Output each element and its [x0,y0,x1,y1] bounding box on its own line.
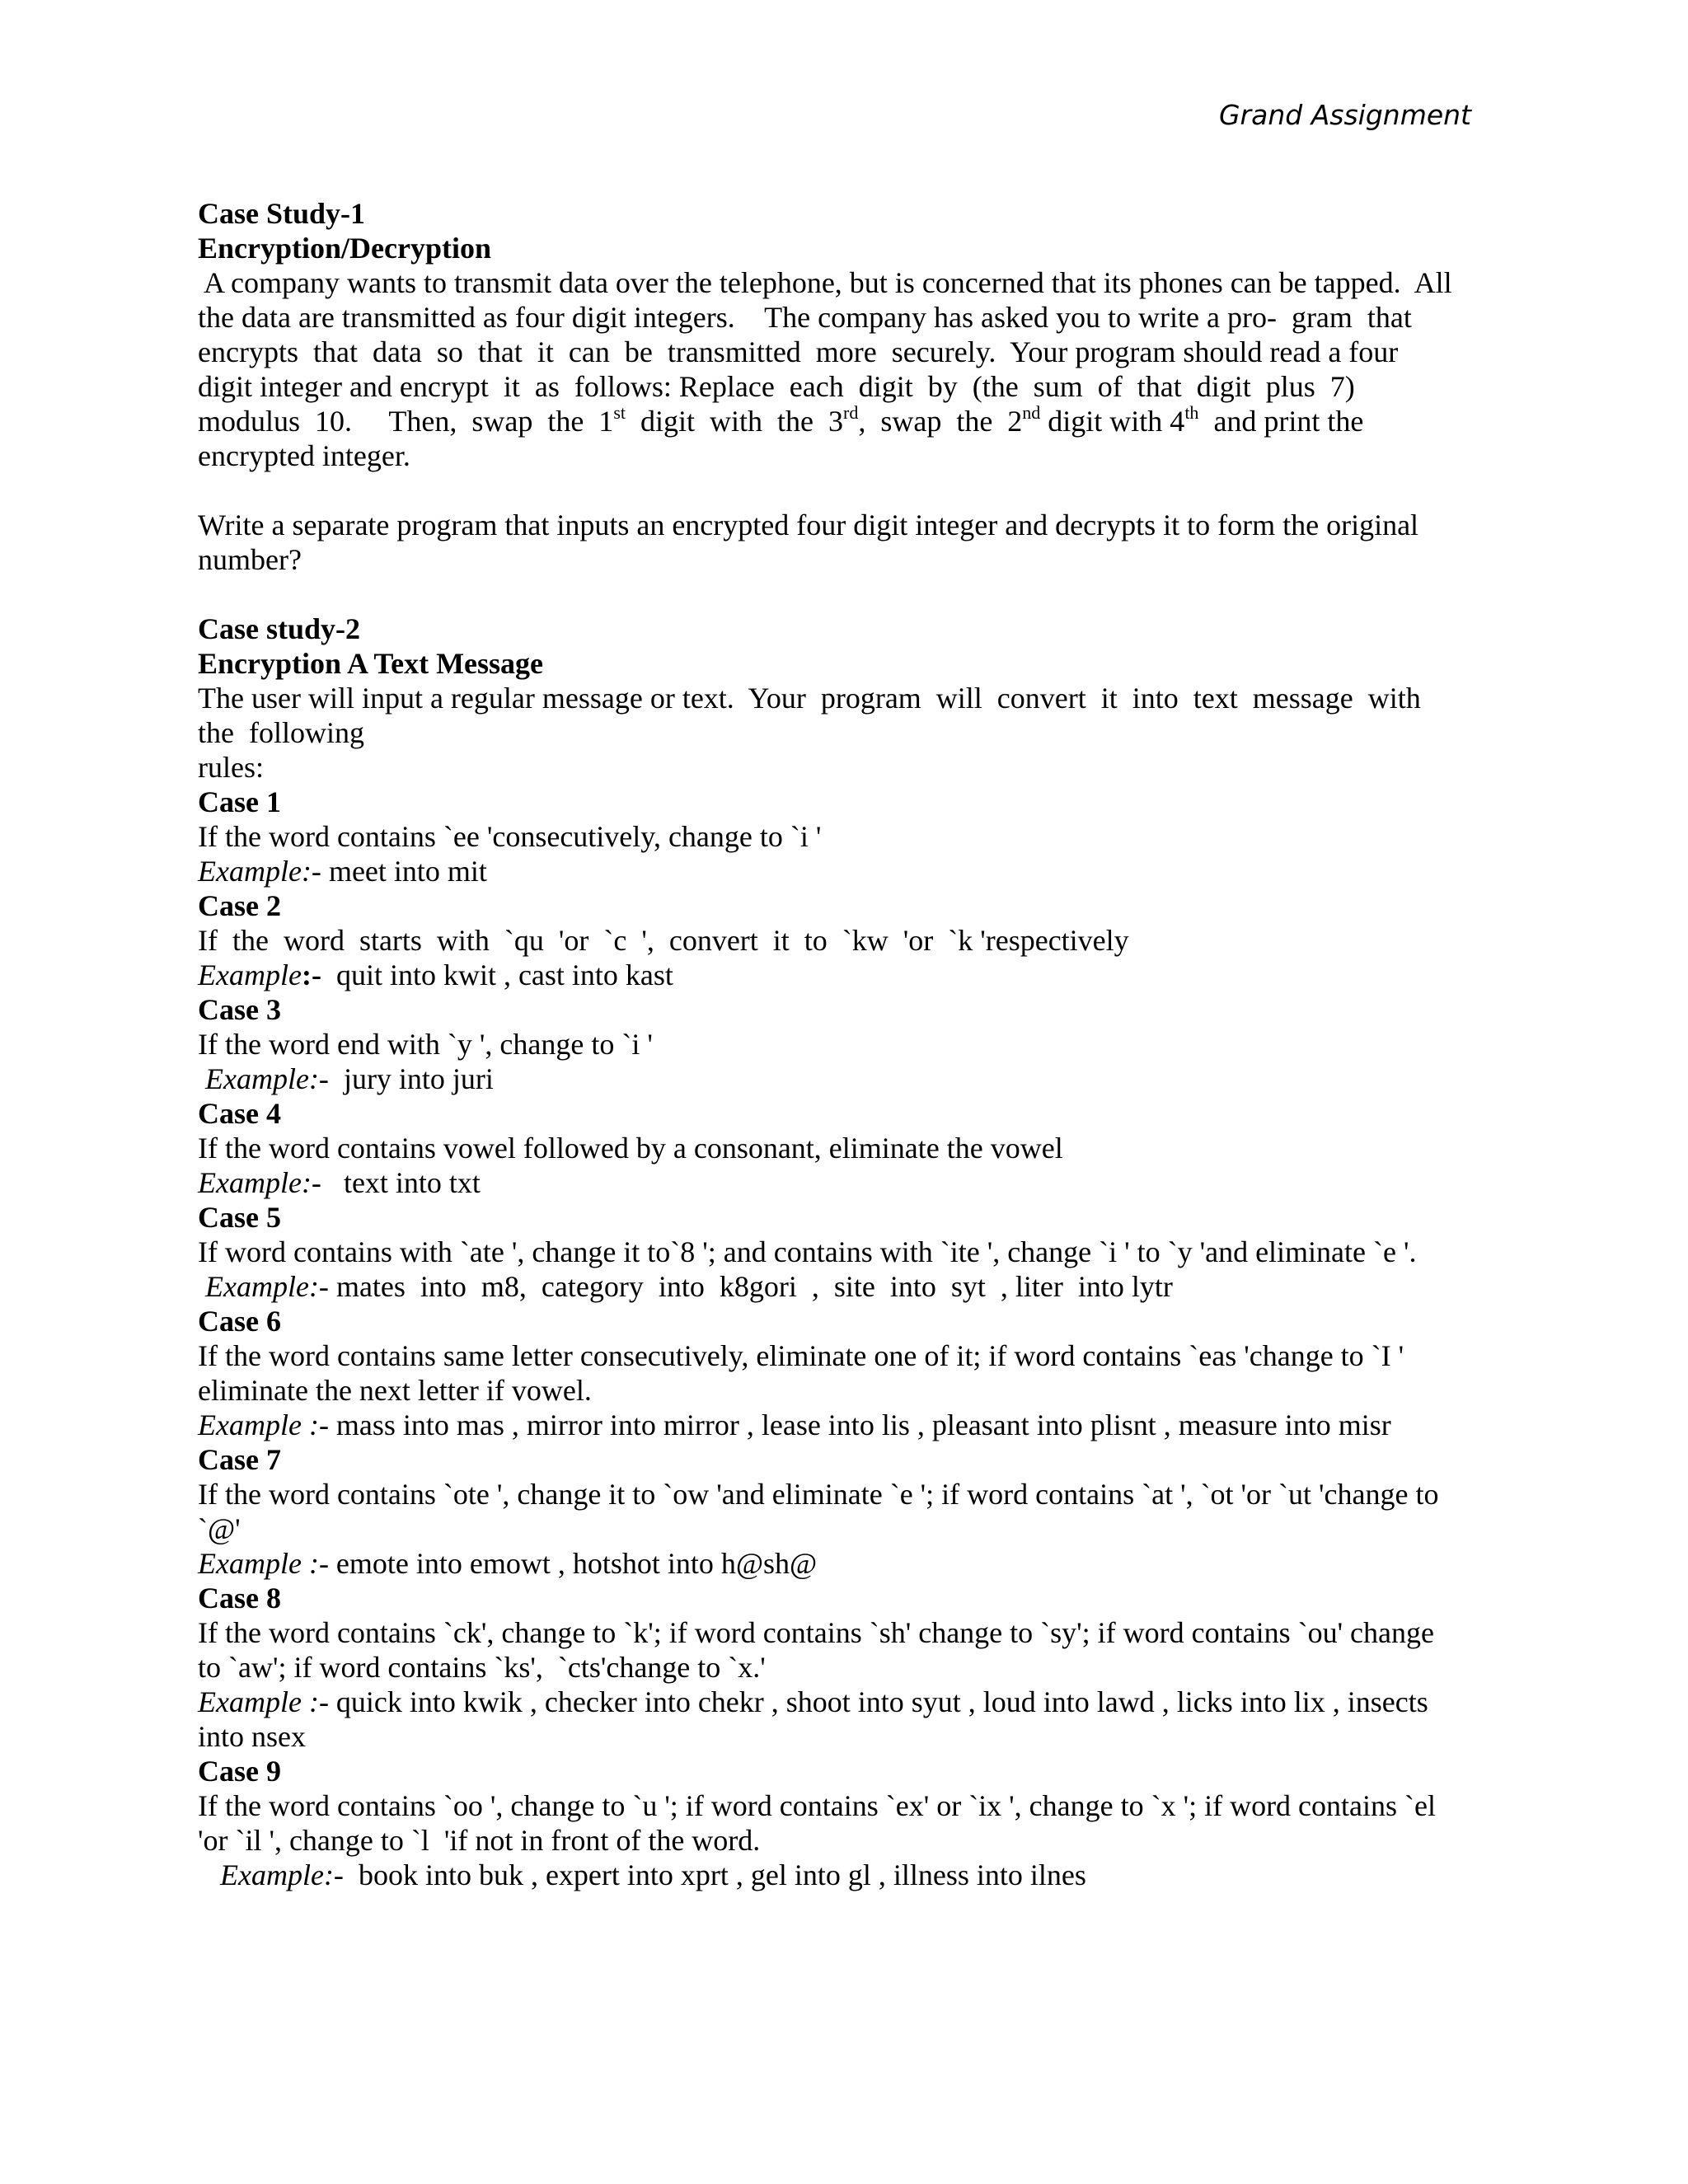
case-rule: If word contains with `ate ', change it to`8 '; and contains with `ite ', change `i ' to `y 'and eliminate `e '. [198,1235,1417,1268]
body-line: the data are transmitted as four digit integers. The company has asked you to write a pro- gram that [198,301,1412,334]
case-rule: 'or `il ', change to `l 'if not in front of the word. [198,1824,761,1857]
case-study-2-title: Case study-2 [198,612,361,645]
intro-line: rules: [198,751,264,784]
case-example: Example:- jury into juri [205,1062,494,1095]
case-example-cont: into nsex [198,1720,306,1753]
case-title: Case 2 [198,889,281,922]
case-example: Example:- book into buk , expert into xprt , gel into gl , illness into ilnes [220,1858,1086,1891]
case-example: Example:- meet into mit [198,855,487,888]
case-rule: `@' [198,1512,241,1545]
case-example: Example :- mass into mas , mirror into mirror , lease into lis , pleasant into plisnt , measure into misr [198,1408,1391,1441]
case-rule: If the word contains `ck', change to `k'; if word contains `sh' change to `sy'; if word contains `ou' change [198,1616,1434,1649]
case-title: Case 7 [198,1443,281,1476]
body-line: encrypted integer. [198,439,410,472]
case-rule: If the word starts with `qu 'or `c ', convert it to `kw 'or `k 'respectively [198,924,1129,957]
case-rule: to `aw'; if word contains `ks', `cts'change to `x.' [198,1651,766,1684]
body-line: digit integer and encrypt it as follows: Replace each digit by (the sum of that digit plus 7) [198,370,1355,403]
page-header: Grand Assignment [1218,99,1471,131]
case-title: Case 5 [198,1201,281,1234]
case-title: Case 9 [198,1755,281,1788]
swap-line: modulus 10. Then, swap the 1st digit with the 3rd, swap the 2nd digit with 4th and print the [198,402,1364,438]
case-title: Case 8 [198,1582,281,1615]
case-example: Example:- text into txt [198,1166,481,1199]
body-line: A company wants to transmit data over the telephone, but is concerned that its phones can be tapped. All [198,266,1452,299]
paragraph-gap [198,473,1484,508]
case-example: Example:- quit into kwit , cast into kast [198,958,673,991]
case-title: Case 4 [198,1097,281,1130]
paragraph-gap [198,577,1484,612]
case-rule: If the word contains `oo ', change to `u '; if word contains `ex' or `ix ', change to `x '; if word contains `el [198,1789,1436,1822]
case-study-1-title: Case Study-1 [198,197,366,230]
decrypt-line: Write a separate program that inputs an encrypted four digit integer and decrypts it to form the original [198,509,1419,541]
case-rule: If the word contains `ote ', change it to `ow 'and eliminate `e '; if word contains `at ', `ot 'or `ut 'change to [198,1478,1439,1511]
intro-line: The user will input a regular message or text. Your program will convert it into text message with [198,682,1421,715]
document-body [198,196,1484,1892]
case-title: Case 1 [198,785,281,818]
case-example: Example:- mates into m8, category into k8gori , site into syt , liter into lytr [205,1270,1173,1303]
case-rule: If the word contains vowel followed by a consonant, eliminate the vowel [198,1132,1063,1165]
case-rule: If the word contains `ee 'consecutively, change to `i ' [198,820,822,853]
decrypt-line: number? [198,543,302,576]
intro-line: the following [198,716,364,749]
body-line: encrypts that data so that it can be transmitted more securely. Your program should read a four [198,335,1399,368]
case-rule: If the word contains same letter consecutively, eliminate one of it; if word contains `eas 'change to `I ' [198,1339,1404,1372]
case-study-1-subtitle: Encryption/Decryption [198,232,491,265]
case-example: Example :- emote into emowt , hotshot into h@sh@ [198,1547,818,1580]
case-rule: If the word end with `y ', change to `i ' [198,1028,653,1061]
case-title: Case 6 [198,1305,281,1338]
case-title: Case 3 [198,993,281,1026]
case-example: Example :- quick into kwik , checker into chekr , shoot into syut , loud into lawd , licks into lix , insects [198,1685,1428,1718]
case-study-2-subtitle: Encryption A Text Message [198,647,544,680]
case-rule: eliminate the next letter if vowel. [198,1374,592,1407]
